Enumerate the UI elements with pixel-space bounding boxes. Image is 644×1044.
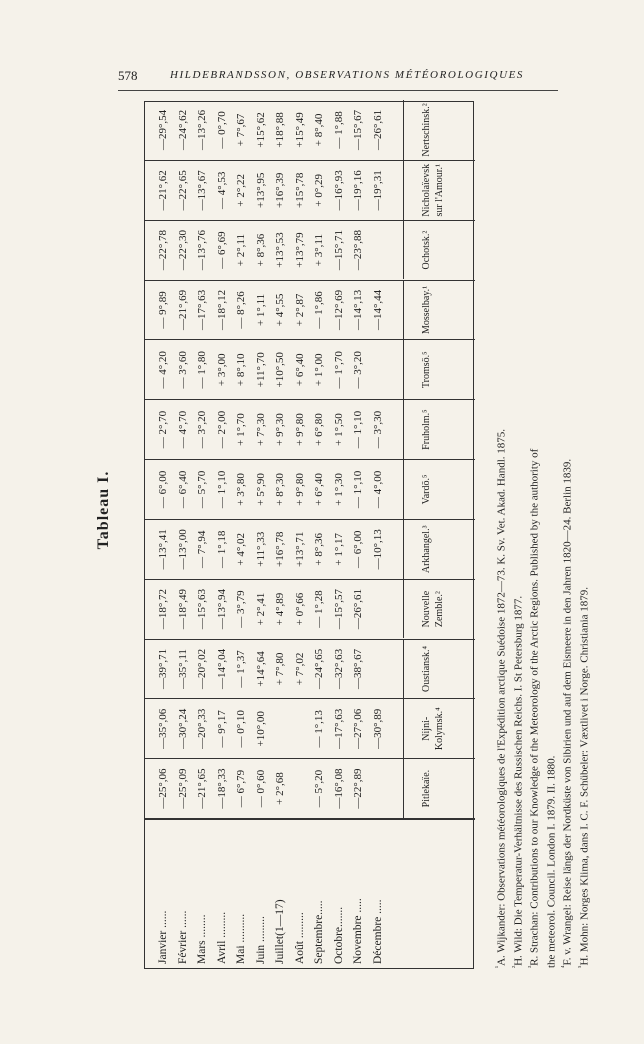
table-cell: — 6°,40 bbox=[176, 470, 189, 509]
table-cell: —18°,12 bbox=[215, 289, 228, 331]
month-column bbox=[145, 818, 475, 968]
table-cell: — 1°,80 bbox=[196, 351, 208, 389]
table-cell: + 9°,30 bbox=[274, 413, 286, 446]
table-cell: + 7°,80 bbox=[274, 652, 286, 686]
table-cell: —24°,65 bbox=[313, 648, 325, 690]
table-cell: + 2°,87 bbox=[293, 293, 306, 327]
month-label: Juin ......... bbox=[254, 916, 267, 964]
table-cell: — 4°,20 bbox=[157, 351, 169, 389]
table-cell: — 5°,20 bbox=[313, 769, 325, 808]
table-cell: — 1°,70 bbox=[332, 351, 345, 389]
station-name: Oustiansk.⁴ bbox=[421, 645, 432, 692]
table-cell: —25°,06 bbox=[157, 768, 169, 809]
table-cell: — 1°,88 bbox=[332, 111, 345, 149]
table-cell: — 4°,70 bbox=[176, 410, 189, 449]
table-cell: —14°,13 bbox=[352, 289, 364, 331]
table-cell: —10°,13 bbox=[371, 529, 384, 570]
table-cell: —17°,63 bbox=[196, 289, 208, 331]
footnotes bbox=[490, 108, 600, 968]
station-name: Vardö.⁵ bbox=[421, 474, 432, 505]
table-cell: + 0°,29 bbox=[313, 173, 325, 207]
table-cell: —16°,08 bbox=[332, 768, 345, 809]
table-cell: —27°,06 bbox=[352, 708, 364, 749]
footnote: the meteorol. Council. London I. 1879. II. 1880. bbox=[545, 755, 558, 968]
table-cell: — 1°,37 bbox=[235, 650, 247, 688]
table-cell: + 6°,80 bbox=[313, 413, 325, 446]
station-column bbox=[145, 399, 475, 459]
table-cell: +11°,70 bbox=[254, 352, 267, 388]
station-name: Nicholaïevsk sur l'Amour.¹ bbox=[421, 163, 445, 217]
station-name: Ochotsk.² bbox=[421, 230, 432, 270]
station-column bbox=[145, 100, 475, 160]
month-label: Avril ......... bbox=[215, 911, 228, 964]
table-cell: + 1°,30 bbox=[332, 473, 345, 506]
station-column bbox=[145, 519, 475, 579]
station-name: Fruholm.⁵ bbox=[421, 409, 432, 450]
table-cell: —22°,30 bbox=[176, 230, 189, 271]
table-cell: + 0°,66 bbox=[293, 592, 306, 626]
table-cell: +13°,95 bbox=[254, 172, 267, 208]
table-title: Tableau I. bbox=[95, 470, 112, 550]
table-cell: —30°,89 bbox=[371, 708, 384, 749]
month-label: Mai .......... bbox=[235, 913, 247, 964]
table-cell: —38°,67 bbox=[352, 648, 364, 690]
table-cell: —17°,63 bbox=[332, 708, 345, 749]
table-cell: —35°,11 bbox=[176, 649, 189, 689]
table-cell: — 1°,13 bbox=[313, 710, 325, 748]
table-cell: —20°,02 bbox=[196, 648, 208, 690]
table-cell: —13°,26 bbox=[196, 109, 208, 151]
station-name: Arkhangel.³ bbox=[421, 525, 432, 574]
table-cell: + 9°,80 bbox=[293, 473, 306, 506]
table-cell: — 1°,28 bbox=[313, 590, 325, 628]
table-cell: —26°,61 bbox=[371, 109, 384, 151]
station-name: Tromsö.⁵ bbox=[421, 351, 432, 389]
table-cell: —39°,71 bbox=[157, 648, 169, 690]
table-cell: +16°,78 bbox=[274, 531, 286, 567]
table-cell: — 3°,20 bbox=[196, 410, 208, 449]
table-cell: —20°,33 bbox=[196, 708, 208, 749]
footnote: $^{^2}$H. Wild: Die Temperatur-Verhältnisse des Russischen Reichs. I. St Petersburg 1877. bbox=[510, 595, 525, 968]
table-cell: — 9°,17 bbox=[215, 710, 228, 748]
table-cell: + 7°,02 bbox=[293, 652, 306, 686]
footnote: $^{^1}$A. Wijkander: Observations météorologiques de l'Expédition arctique Suédoise 1872—73. K. Sv. Vet. Akad. Handl. 1875. bbox=[494, 429, 508, 968]
month-label: Février ...... bbox=[176, 910, 189, 964]
footnote: $^{^5}$H. Mohn: Norges Klima, dans I. C. F. Schübeler: Væxtlivet i Norge. Christiania 1879. bbox=[576, 586, 591, 968]
table-cell: —13°,76 bbox=[196, 230, 208, 271]
table-cell: +13°,79 bbox=[293, 232, 306, 268]
table-cell: — 5°,70 bbox=[196, 470, 208, 509]
table-cell: + 7°,67 bbox=[235, 113, 247, 147]
table-cell: — 9°,89 bbox=[157, 291, 169, 329]
table-cell: —18°,49 bbox=[176, 589, 189, 630]
temperature-table bbox=[144, 101, 474, 969]
table-cell: + 2°,22 bbox=[235, 173, 247, 207]
table-cell: — 1°,86 bbox=[313, 291, 325, 329]
table-cell: — 2°,00 bbox=[215, 410, 228, 449]
table-cell: —18°,33 bbox=[215, 768, 228, 809]
table-cell: +10°,00 bbox=[254, 711, 267, 747]
table-cell: +16°,39 bbox=[274, 172, 286, 208]
station-column bbox=[145, 698, 475, 758]
table-cell: + 3°,00 bbox=[215, 353, 228, 387]
table-cell: +15°,49 bbox=[293, 112, 306, 148]
table-cell: + 4°,89 bbox=[274, 592, 286, 626]
table-cell: + 8°,30 bbox=[274, 473, 286, 506]
table-cell: —35°,06 bbox=[157, 708, 169, 749]
table-cell: + 1°,17 bbox=[332, 532, 345, 566]
table-cell: —21°,65 bbox=[196, 768, 208, 809]
station-name: Pitlekaïe. bbox=[421, 769, 432, 808]
table-cell: — 6°,79 bbox=[235, 769, 247, 808]
month-label: Octobre....... bbox=[332, 906, 345, 964]
table-cell: —22°,78 bbox=[157, 230, 169, 271]
table-cell: + 8°,36 bbox=[254, 233, 267, 267]
station-column bbox=[145, 758, 475, 818]
station-name: Nertschinsk.² bbox=[421, 103, 432, 157]
table-cell: — 7°,94 bbox=[196, 530, 208, 568]
table-cell: + 1°,70 bbox=[235, 413, 247, 446]
table-cell: +10°,50 bbox=[274, 352, 286, 388]
table-cell: —22°,89 bbox=[352, 768, 364, 809]
month-label: Janvier ...... bbox=[157, 910, 169, 964]
table-cell: —21°,69 bbox=[176, 289, 189, 331]
table-cell: —15°,67 bbox=[352, 109, 364, 151]
table-cell: — 4°,53 bbox=[215, 171, 228, 209]
table-cell: — 2°,70 bbox=[157, 410, 169, 449]
table-cell: —13°,67 bbox=[196, 170, 208, 211]
page-header bbox=[118, 66, 558, 88]
table-cell: — 6°,00 bbox=[157, 470, 169, 509]
table-cell: — 1°,18 bbox=[215, 530, 228, 568]
table-cell: +11°,33 bbox=[254, 531, 267, 567]
table-cell: + 2°,11 bbox=[235, 233, 247, 267]
table-cell: + 1°,50 bbox=[332, 413, 345, 446]
station-name: Nouvelle Zemble.² bbox=[421, 590, 445, 628]
table-cell: + 1°,11 bbox=[254, 293, 267, 327]
table-cell: —18°,72 bbox=[157, 589, 169, 630]
table-cell: — 3°,79 bbox=[235, 590, 247, 628]
table-cell: +14°,64 bbox=[254, 651, 267, 687]
table-cell: + 8°,36 bbox=[313, 532, 325, 566]
station-column bbox=[145, 339, 475, 399]
running-title: HILDEBRANDSSON, OBSERVATIONS MÉTÉOROLOGIQUES bbox=[170, 69, 525, 81]
station-column bbox=[145, 459, 475, 519]
table-cell: —25°,09 bbox=[176, 768, 189, 809]
table-cell: + 5°,90 bbox=[254, 473, 267, 506]
table-cell: +15°,78 bbox=[293, 172, 306, 208]
table-cell: + 2°,68 bbox=[274, 772, 286, 805]
table-cell: — 3°,30 bbox=[371, 410, 384, 449]
table-cell: — 3°,60 bbox=[176, 351, 189, 389]
month-label: Novembre ..... bbox=[352, 898, 364, 964]
table-cell: —24°,62 bbox=[176, 109, 189, 151]
footnote: $^{^4}$F. v. Wrangel: Reise längs der Nordküste von Sibirien und auf dem Eismeere in den Jahren 1820—24. Berlin 1839. bbox=[560, 458, 574, 968]
table-cell: —26°,61 bbox=[352, 589, 364, 630]
table-cell: —15°,71 bbox=[332, 230, 345, 271]
station-column bbox=[145, 639, 475, 699]
table-cell: — 0°,60 bbox=[254, 769, 267, 808]
table-cell: + 8°,10 bbox=[235, 353, 247, 387]
table-cell: + 6°,40 bbox=[293, 353, 306, 387]
table-cell: +15°,62 bbox=[254, 112, 267, 148]
station-column bbox=[145, 160, 475, 220]
table-cell: +13°,53 bbox=[274, 232, 286, 268]
footnote: $^{^3}$R. Strachan: Contributions to our Knowledge of the Meteorology of the Arctic Regions. Published by the authority of bbox=[527, 448, 541, 968]
table-cell: + 4°,55 bbox=[274, 293, 286, 327]
table-cell: — 6°,69 bbox=[215, 231, 228, 269]
table-cell: — 0°,70 bbox=[215, 111, 228, 149]
table-cell: — 1°,10 bbox=[352, 410, 364, 449]
table-cell: —19°,16 bbox=[352, 170, 364, 211]
table-cell: —23°,88 bbox=[352, 230, 364, 271]
table-cell: —30°,24 bbox=[176, 708, 189, 749]
table-cell: —15°,63 bbox=[196, 589, 208, 630]
table-cell: + 2°,41 bbox=[254, 592, 267, 626]
station-column bbox=[145, 220, 475, 280]
table-cell: —16°,93 bbox=[332, 170, 345, 211]
table-cell: —32°,63 bbox=[332, 648, 345, 690]
month-label: Juillet(1—17) bbox=[274, 899, 286, 964]
table-cell: —13°,94 bbox=[215, 589, 228, 630]
table-cell: + 8°,40 bbox=[313, 113, 325, 147]
table-cell: + 1°,00 bbox=[313, 353, 325, 387]
station-name: Nijni-Kolymsk.⁴ bbox=[421, 707, 445, 751]
page-number: 578 bbox=[118, 68, 138, 83]
station-column bbox=[145, 579, 475, 639]
table-cell: — 6°,00 bbox=[352, 530, 364, 568]
month-label: Septembre..... bbox=[313, 900, 325, 964]
table-cell: —12°,69 bbox=[332, 289, 345, 331]
table-cell: —13°,41 bbox=[157, 529, 169, 570]
table-cell: + 7°,30 bbox=[254, 413, 267, 446]
table-cell: —14°,04 bbox=[215, 648, 228, 690]
table-cell: + 3°,11 bbox=[313, 233, 325, 267]
table-cell: —22°,65 bbox=[176, 170, 189, 211]
table-cell: —15°,57 bbox=[332, 589, 345, 630]
month-label: Décembre ..... bbox=[371, 899, 384, 964]
table-cell: — 1°,10 bbox=[352, 470, 364, 509]
temperature-table-wrapper bbox=[144, 101, 474, 969]
table-cell: +18°,88 bbox=[274, 112, 286, 148]
month-label: Août ......... bbox=[293, 912, 306, 964]
table-cell: + 9°,80 bbox=[293, 413, 306, 446]
station-column bbox=[145, 280, 475, 340]
table-cell: + 4°,02 bbox=[235, 532, 247, 566]
table-cell: + 3°,80 bbox=[235, 473, 247, 506]
table-cell: —13°,00 bbox=[176, 529, 189, 570]
table-cell: — 1°,10 bbox=[215, 470, 228, 509]
table-cell: — 0°,10 bbox=[235, 710, 247, 748]
header-rule bbox=[118, 90, 558, 91]
month-label: Mars ........ bbox=[196, 914, 208, 964]
station-name: Mosselbay.¹ bbox=[421, 285, 432, 335]
table-cell: — 8°,26 bbox=[235, 291, 247, 329]
table-cell: —29°,54 bbox=[157, 109, 169, 151]
table-cell: — 4°,00 bbox=[371, 470, 384, 509]
table-cell: +13°,71 bbox=[293, 531, 306, 567]
table-cell: — 3°,20 bbox=[352, 351, 364, 389]
table-cell: + 6°,40 bbox=[313, 473, 325, 506]
table-cell: —14°,44 bbox=[371, 289, 384, 331]
table-cell: —21°,62 bbox=[157, 170, 169, 211]
table-cell: —19°,31 bbox=[371, 170, 384, 211]
